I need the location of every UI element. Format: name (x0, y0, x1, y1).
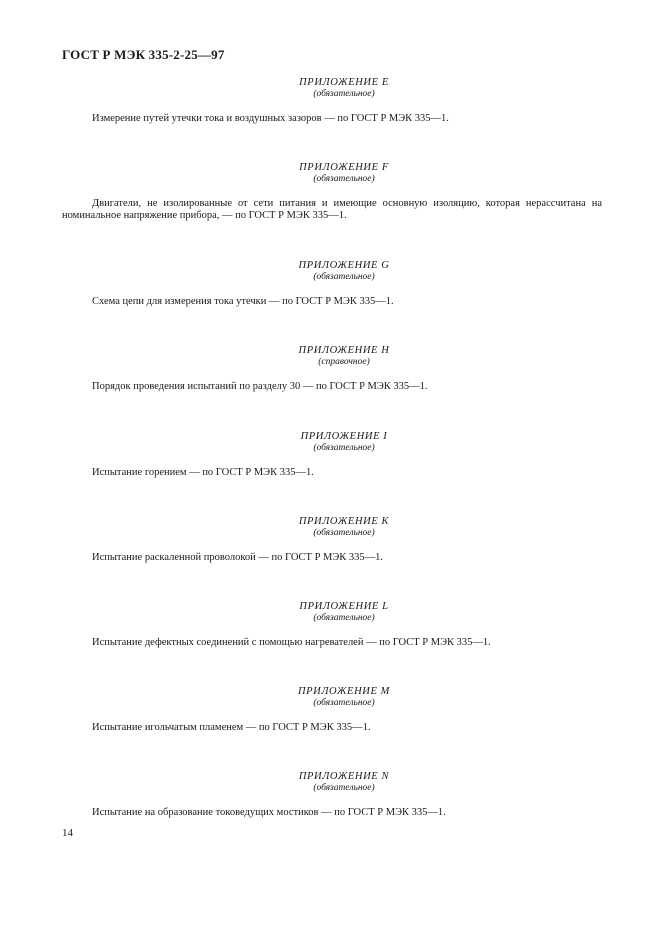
document-header: ГОСТ Р МЭК 335-2-25—97 (62, 47, 225, 62)
annex-m (62, 686, 602, 734)
annex-text: Испытание на образование токоведущих мостиков — по ГОСТ Р МЭК 335—1. (92, 807, 446, 818)
annex-status: (обязательное) (313, 89, 375, 99)
annex-n (62, 771, 602, 819)
annex-text: Измерение путей утечки тока и воздушных зазоров — по ГОСТ Р МЭК 335—1. (92, 113, 449, 124)
annex-title: ПРИЛОЖЕНИЕ L (299, 601, 389, 612)
annex-title: ПРИЛОЖЕНИЕ К (298, 516, 390, 527)
annex-title: ПРИЛОЖЕНИЕ I (300, 431, 388, 442)
annex-status: (обязательное) (313, 613, 375, 623)
annex-status: (обязательное) (313, 698, 375, 708)
annex-text: Испытание раскаленной проволокой — по ГОСТ Р МЭК 335—1. (92, 552, 384, 563)
annex-k (62, 516, 602, 564)
annex-text: Испытание дефектных соединений с помощью нагревателей — по ГОСТ Р МЭК 335—1. (92, 637, 491, 648)
annex-text: Схема цепи для измерения тока утечки — по ГОСТ Р МЭК 335—1. (92, 296, 394, 307)
annex-e (62, 77, 602, 125)
annex-title: ПРИЛОЖЕНИЕ G (298, 260, 390, 271)
annex-h (62, 345, 602, 393)
annex-title: ПРИЛОЖЕНИЕ N (298, 771, 390, 782)
annex-status: (обязательное) (313, 443, 375, 453)
annex-text: Испытание горением — по ГОСТ Р МЭК 335—1. (92, 467, 314, 478)
annex-title: ПРИЛОЖЕНИЕ Н (298, 345, 390, 356)
annex-status: (обязательное) (313, 783, 375, 793)
annex-text: Двигатели, не изолированные от сети питания и имеющие основную изоляцию, которая нерассчитана на номинальное напряжение прибора, — по ГОСТ Р МЭК 335—1. (62, 198, 602, 221)
annex-title: ПРИЛОЖЕНИЕ М (297, 686, 391, 697)
annex-g (62, 260, 602, 308)
annex-title: ПРИЛОЖЕНИЕ F (299, 162, 389, 173)
annex-f (62, 162, 602, 222)
annex-text: Испытание игольчатым пламенем — по ГОСТ Р МЭК 335—1. (92, 722, 371, 733)
annex-status: (справочное) (318, 357, 370, 367)
annex-status: (обязательное) (313, 528, 375, 538)
page-number: 14 (62, 827, 73, 839)
annex-status: (обязательное) (313, 174, 375, 184)
annex-i (62, 431, 602, 479)
annex-l (62, 601, 602, 649)
annex-title: ПРИЛОЖЕНИЕ Е (299, 77, 389, 88)
annex-text: Порядок проведения испытаний по разделу 30 — по ГОСТ Р МЭК 335—1. (92, 381, 428, 392)
annex-status: (обязательное) (313, 272, 375, 282)
